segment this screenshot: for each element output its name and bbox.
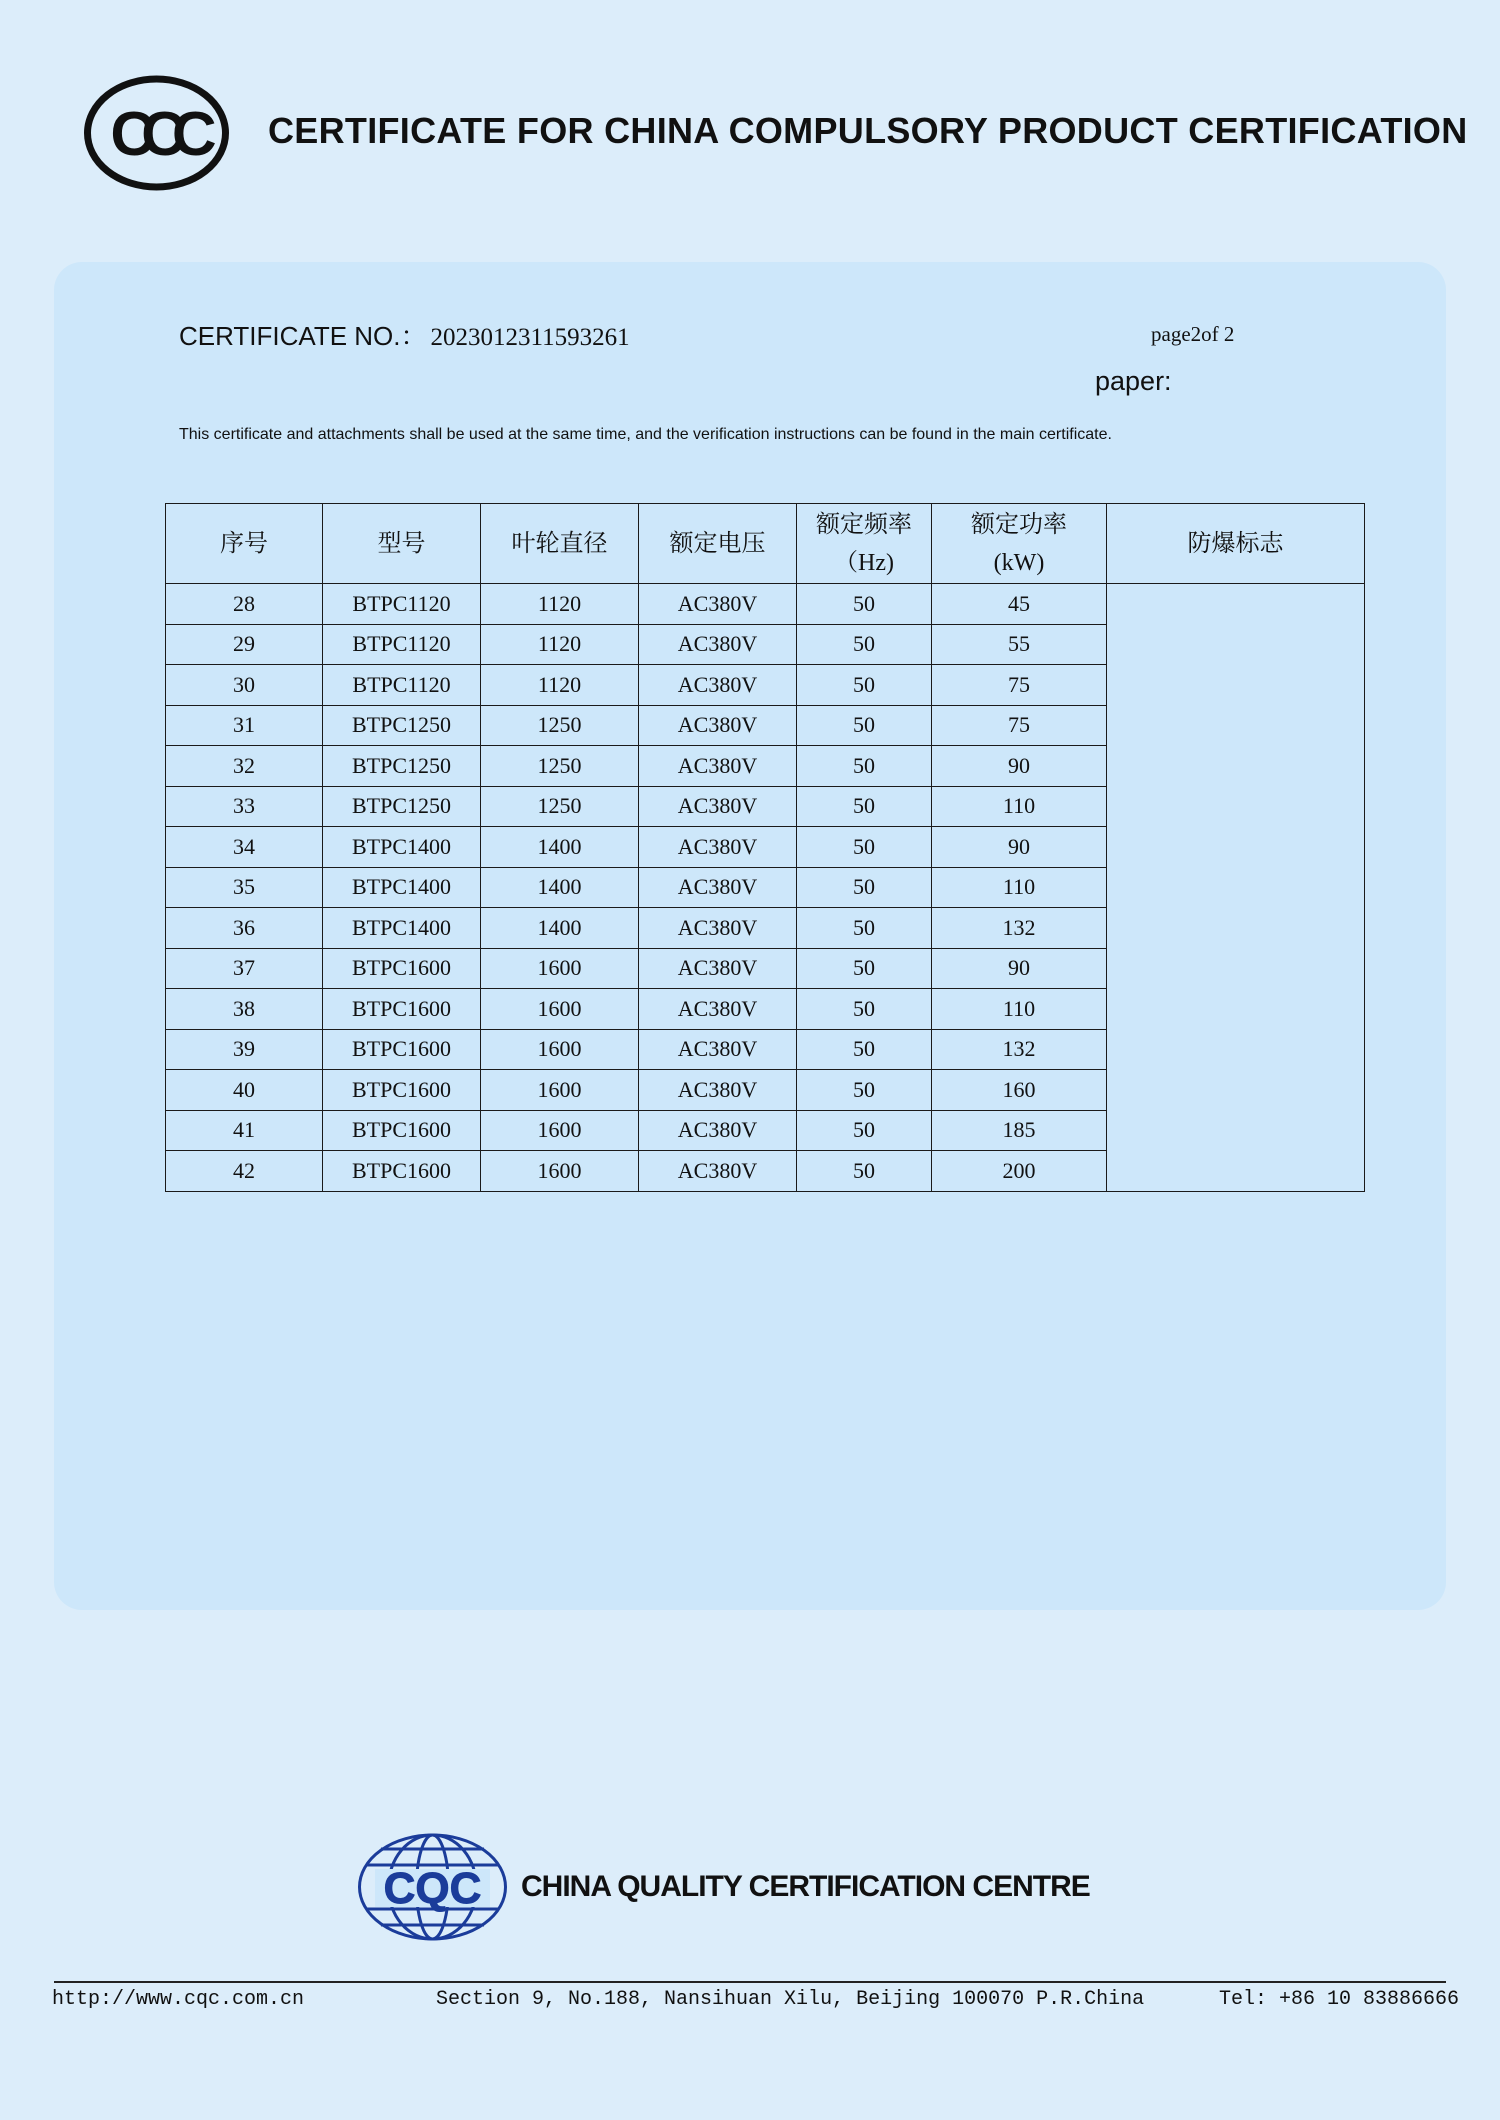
cell-model: BTPC1120 bbox=[323, 584, 481, 625]
cell-model: BTPC1250 bbox=[323, 786, 481, 827]
cell-seq: 33 bbox=[166, 786, 323, 827]
header-impeller-diameter: 叶轮直径 bbox=[481, 504, 639, 584]
cell-rated-power: 110 bbox=[932, 989, 1107, 1030]
page-indicator: page2of 2 bbox=[1151, 322, 1235, 346]
cell-model: BTPC1120 bbox=[323, 665, 481, 706]
cell-rated-voltage: AC380V bbox=[639, 867, 797, 908]
cell-rated-voltage: AC380V bbox=[639, 989, 797, 1030]
cell-rated-voltage: AC380V bbox=[639, 786, 797, 827]
table-header-row bbox=[166, 504, 1365, 584]
header-rated-frequency bbox=[797, 504, 932, 584]
cell-model: BTPC1600 bbox=[323, 1151, 481, 1192]
cell-impeller-diameter: 1120 bbox=[481, 665, 639, 706]
cell-rated-power: 55 bbox=[932, 624, 1107, 665]
cell-impeller-diameter: 1600 bbox=[481, 1151, 639, 1192]
header-rated-power bbox=[932, 504, 1107, 584]
header-seq: 序号 bbox=[166, 504, 323, 584]
cell-impeller-diameter: 1600 bbox=[481, 948, 639, 989]
cell-model: BTPC1400 bbox=[323, 908, 481, 949]
cell-model: BTPC1400 bbox=[323, 827, 481, 868]
cell-seq: 32 bbox=[166, 746, 323, 787]
cell-rated-voltage: AC380V bbox=[639, 1029, 797, 1070]
footer-website: http://www.cqc.com.cn bbox=[52, 1988, 305, 2011]
cell-rated-power: 132 bbox=[932, 908, 1107, 949]
cell-rated-frequency: 50 bbox=[797, 989, 932, 1030]
cell-rated-power: 90 bbox=[932, 746, 1107, 787]
cell-rated-voltage: AC380V bbox=[639, 705, 797, 746]
cell-rated-power: 90 bbox=[932, 827, 1107, 868]
cell-seq: 39 bbox=[166, 1029, 323, 1070]
cell-model: BTPC1600 bbox=[323, 948, 481, 989]
cell-seq: 30 bbox=[166, 665, 323, 706]
header-explosion-mark: 防爆标志 bbox=[1107, 504, 1365, 584]
cell-model: BTPC1600 bbox=[323, 1110, 481, 1151]
cell-rated-voltage: AC380V bbox=[639, 624, 797, 665]
certificate-number-line bbox=[179, 316, 630, 353]
cell-rated-voltage: AC380V bbox=[639, 827, 797, 868]
cell-impeller-diameter: 1400 bbox=[481, 867, 639, 908]
svg-text:CCC: CCC bbox=[110, 100, 203, 169]
cell-seq: 34 bbox=[166, 827, 323, 868]
cell-rated-frequency: 50 bbox=[797, 1151, 932, 1192]
cell-impeller-diameter: 1400 bbox=[481, 827, 639, 868]
footer-divider bbox=[54, 1981, 1446, 1983]
cell-rated-frequency: 50 bbox=[797, 908, 932, 949]
cell-rated-voltage: AC380V bbox=[639, 1151, 797, 1192]
cell-rated-voltage: AC380V bbox=[639, 746, 797, 787]
cell-model: BTPC1120 bbox=[323, 624, 481, 665]
cell-model: BTPC1400 bbox=[323, 867, 481, 908]
cell-rated-power: 185 bbox=[932, 1110, 1107, 1151]
certificate-number: 2023012311593261 bbox=[430, 324, 630, 351]
cell-impeller-diameter: 1600 bbox=[481, 1029, 639, 1070]
cell-rated-power: 75 bbox=[932, 705, 1107, 746]
cell-rated-frequency: 50 bbox=[797, 867, 932, 908]
header-rated-frequency-line2: （Hz) bbox=[834, 549, 894, 576]
cell-seq: 42 bbox=[166, 1151, 323, 1192]
cell-rated-frequency: 50 bbox=[797, 705, 932, 746]
cell-rated-frequency: 50 bbox=[797, 624, 932, 665]
cell-rated-power: 160 bbox=[932, 1070, 1107, 1111]
cell-rated-voltage: AC380V bbox=[639, 948, 797, 989]
certificate-number-label: CERTIFICATE NO.： bbox=[179, 321, 427, 351]
cell-rated-power: 45 bbox=[932, 584, 1107, 625]
cell-rated-frequency: 50 bbox=[797, 665, 932, 706]
cell-seq: 40 bbox=[166, 1070, 323, 1111]
cell-seq: 38 bbox=[166, 989, 323, 1030]
cell-impeller-diameter: 1600 bbox=[481, 989, 639, 1030]
cell-seq: 41 bbox=[166, 1110, 323, 1151]
cell-rated-voltage: AC380V bbox=[639, 1070, 797, 1111]
issuer-name: CHINA QUALITY CERTIFICATION CENTRE bbox=[521, 1870, 1090, 1903]
cell-impeller-diameter: 1600 bbox=[481, 1110, 639, 1151]
cell-seq: 29 bbox=[166, 624, 323, 665]
cell-rated-power: 75 bbox=[932, 665, 1107, 706]
product-table bbox=[165, 503, 1365, 1192]
header-rated-power-line1: 额定功率 bbox=[971, 511, 1067, 538]
cell-explosion-mark bbox=[1107, 584, 1365, 1192]
certificate-header-title: CERTIFICATE FOR CHINA COMPULSORY PRODUCT CERTIFICATION bbox=[268, 110, 1468, 151]
cell-impeller-diameter: 1600 bbox=[481, 1070, 639, 1111]
cell-seq: 31 bbox=[166, 705, 323, 746]
cell-impeller-diameter: 1400 bbox=[481, 908, 639, 949]
cell-rated-power: 90 bbox=[932, 948, 1107, 989]
cell-seq: 28 bbox=[166, 584, 323, 625]
cell-model: BTPC1600 bbox=[323, 1070, 481, 1111]
paper-label: paper: bbox=[1095, 366, 1172, 396]
cell-impeller-diameter: 1250 bbox=[481, 746, 639, 787]
cell-rated-voltage: AC380V bbox=[639, 584, 797, 625]
footer-telephone: Tel: +86 10 83886666 bbox=[1219, 1988, 1460, 2011]
cell-rated-power: 200 bbox=[932, 1151, 1107, 1192]
cell-model: BTPC1250 bbox=[323, 705, 481, 746]
footer-address: Section 9, No.188, Nansihuan Xilu, Beijing 100070 P.R.China bbox=[436, 1988, 1145, 2011]
cell-impeller-diameter: 1120 bbox=[481, 584, 639, 625]
cell-rated-voltage: AC380V bbox=[639, 1110, 797, 1151]
cell-rated-power: 110 bbox=[932, 786, 1107, 827]
cell-rated-power: 132 bbox=[932, 1029, 1107, 1070]
cell-rated-voltage: AC380V bbox=[639, 908, 797, 949]
header-rated-voltage: 额定电压 bbox=[639, 504, 797, 584]
ccc-logo bbox=[84, 75, 229, 191]
cell-rated-frequency: 50 bbox=[797, 584, 932, 625]
cqc-globe-logo bbox=[355, 1831, 510, 1943]
cell-rated-frequency: 50 bbox=[797, 786, 932, 827]
header-rated-power-line2: (kW) bbox=[993, 549, 1045, 576]
table-row bbox=[166, 584, 1365, 625]
cell-rated-frequency: 50 bbox=[797, 1070, 932, 1111]
cell-seq: 37 bbox=[166, 948, 323, 989]
cell-rated-voltage: AC380V bbox=[639, 665, 797, 706]
cell-rated-frequency: 50 bbox=[797, 1029, 932, 1070]
svg-text:CQC: CQC bbox=[383, 1864, 482, 1913]
cell-model: BTPC1600 bbox=[323, 989, 481, 1030]
usage-note: This certificate and attachments shall be used at the same time, and the verification instructions can be found in the main certificate. bbox=[179, 426, 1112, 443]
cell-rated-power: 110 bbox=[932, 867, 1107, 908]
cell-seq: 35 bbox=[166, 867, 323, 908]
cell-rated-frequency: 50 bbox=[797, 827, 932, 868]
cell-impeller-diameter: 1120 bbox=[481, 624, 639, 665]
cell-rated-frequency: 50 bbox=[797, 1110, 932, 1151]
cell-model: BTPC1250 bbox=[323, 746, 481, 787]
cell-model: BTPC1600 bbox=[323, 1029, 481, 1070]
cell-impeller-diameter: 1250 bbox=[481, 705, 639, 746]
cell-rated-frequency: 50 bbox=[797, 746, 932, 787]
cell-impeller-diameter: 1250 bbox=[481, 786, 639, 827]
header-rated-frequency-line1: 额定频率 bbox=[816, 511, 912, 538]
cell-rated-frequency: 50 bbox=[797, 948, 932, 989]
cell-seq: 36 bbox=[166, 908, 323, 949]
header-model: 型号 bbox=[323, 504, 481, 584]
